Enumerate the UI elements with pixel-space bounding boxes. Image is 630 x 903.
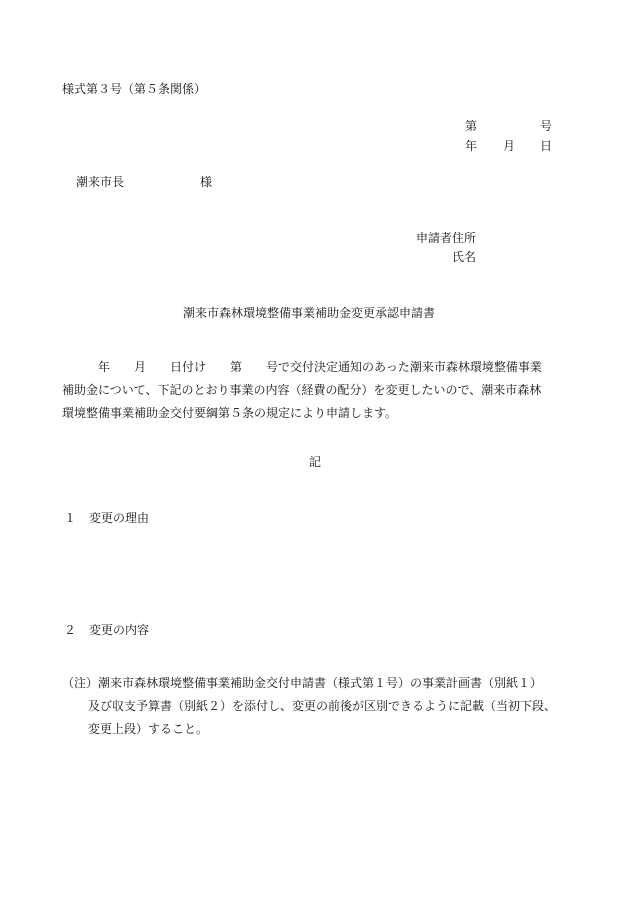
- body-line: 年 月 日付け 第 号で交付決定通知のあった潮来市森林環境整備事業: [62, 360, 542, 374]
- addressee-name: 潮来市長: [76, 175, 125, 189]
- applicant-address-label: 申請者住所: [416, 231, 477, 245]
- number-gou: 号: [540, 119, 553, 133]
- addressee-honorific: 様: [200, 175, 213, 189]
- form-label: 様式第３号（第５条関係）: [62, 82, 207, 96]
- item-number: １: [64, 511, 77, 525]
- note-line: 及び収支予算書（別紙２）を添付し、変更の前後が区別できるように記載（当初下段、: [88, 699, 557, 713]
- note-line: 変更上段）すること。: [88, 722, 209, 736]
- note-line: （注）潮来市森林環境整備事業補助金交付申請書（様式第１号）の事業計画書（別紙１）: [62, 676, 543, 690]
- document-title: 潮来市森林環境整備事業補助金変更承認申請書: [183, 306, 436, 320]
- item-label: 変更の内容: [89, 623, 150, 637]
- body-line: 補助金について、下記のとおり事業の内容（経費の配分）を変更したいので、潮来市森林: [62, 383, 542, 397]
- date-month: 月: [503, 139, 516, 153]
- body-line: 環境整備事業補助金交付要綱第５条の規定により申請します。: [62, 406, 398, 420]
- date-year: 年: [465, 139, 478, 153]
- number-dai: 第: [465, 119, 478, 133]
- ki-heading: 記: [309, 455, 322, 469]
- item-number: ２: [64, 623, 77, 637]
- note-paragraph: [62, 672, 562, 741]
- date-day: 日: [540, 139, 553, 153]
- body-paragraph: [62, 356, 562, 425]
- applicant-name-label: 氏名: [452, 250, 477, 264]
- item-label: 変更の理由: [89, 511, 150, 525]
